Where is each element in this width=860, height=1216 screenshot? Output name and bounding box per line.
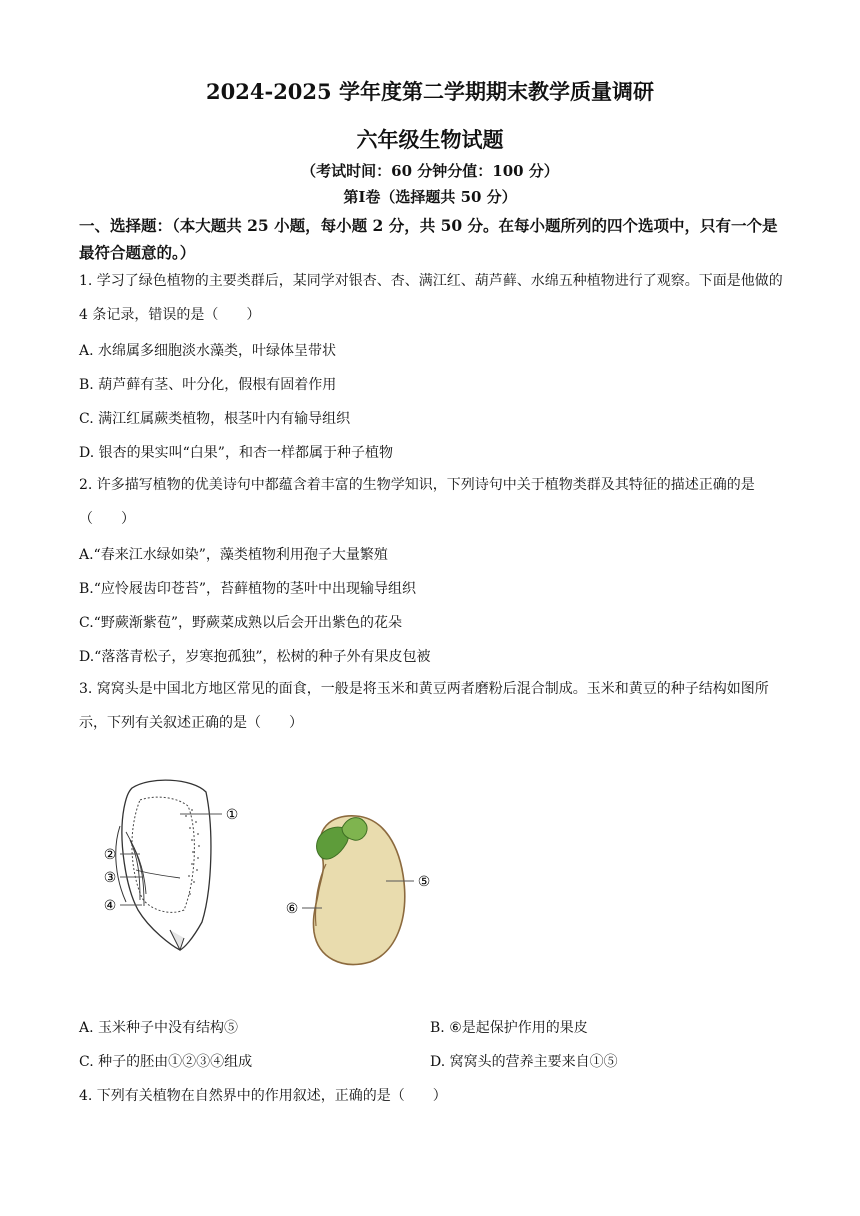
section-heading: 一、选择题：（本大题共 25 小题，每小题 2 分，共 50 分。在每小题所列的四个选项中，只有一个是最符合题意的。） [79,216,778,262]
seed-diagram [80,770,450,975]
question-1-option-d: D. 银杏的果实叫“白果”，和杏一样都属于种子植物 [79,445,393,461]
label-3: ③ [103,870,117,886]
question-3-option-c: C. 种子的胚由①②③④组成 [79,1054,253,1070]
question-1-option-c: C. 满江红属蕨类植物，根茎叶内有输导组织 [79,411,351,427]
part-title: 第Ⅰ卷（选择题共 50 分） [343,188,517,206]
question-1-option-b: B. 葫芦藓有茎、叶分化，假根有固着作用 [79,377,337,393]
question-1-stem: 1. 学习了绿色植物的主要类群后，某同学对银杏、杏、满江红、葫芦藓、水绵五种植物进行了观察。下面是他做的 4 条记录，错误的是（ ） [79,273,783,323]
question-2-stem: 2. 许多描写植物的优美诗句中都蕴含着丰富的生物学知识，下列诗句中关于植物类群及其特征的描述正确的是（ ） [79,477,755,527]
label-6: ⑥ [285,901,299,917]
corn-seed-drawing [116,780,222,950]
label-1: ① [225,807,239,823]
question-2-option-d: D.“落落青松子，岁寒抱孤独”，松树的种子外有果皮包被 [79,649,431,665]
exam-subtitle: 六年级生物试题 [356,127,504,152]
seed-structure-figure [80,770,450,975]
question-1-option-a: A. 水绵属多细胞淡水藻类，叶绿体呈带状 [79,343,337,359]
label-2: ② [103,847,117,863]
question-3-option-a: A. 玉米种子中没有结构⑤ [79,1020,239,1036]
label-5: ⑤ [417,874,431,890]
question-2-option-c: C.“野蕨渐紫苞”，野蕨菜成熟以后会开出紫色的花朵 [79,615,402,631]
question-4-stem: 4. 下列有关植物在自然界中的作用叙述，正确的是（ ） [79,1088,447,1104]
question-2-option-a: A.“春来江水绿如染”，藻类植物利用孢子大量繁殖 [79,547,388,563]
question-3-option-b: B. ⑥是起保护作用的果皮 [430,1020,588,1036]
exam-title: 2024-2025 学年度第二学期期末教学质量调研 [206,79,654,104]
bean-seed-drawing [302,816,414,965]
label-4: ④ [103,898,117,914]
question-2-option-b: B.“应怜屐齿印苍苔”，苔藓植物的茎叶中出现输导组织 [79,581,417,597]
question-3-stem: 3. 窝窝头是中国北方地区常见的面食，一般是将玉米和黄豆两者磨粉后混合制成。玉米和黄豆的种子结构如图所示，下列有关叙述正确的是（ ） [79,681,769,731]
question-3-option-d: D. 窝窝头的营养主要来自①⑤ [430,1054,618,1070]
exam-info: （考试时间：60 分钟分值：100 分） [301,162,559,180]
